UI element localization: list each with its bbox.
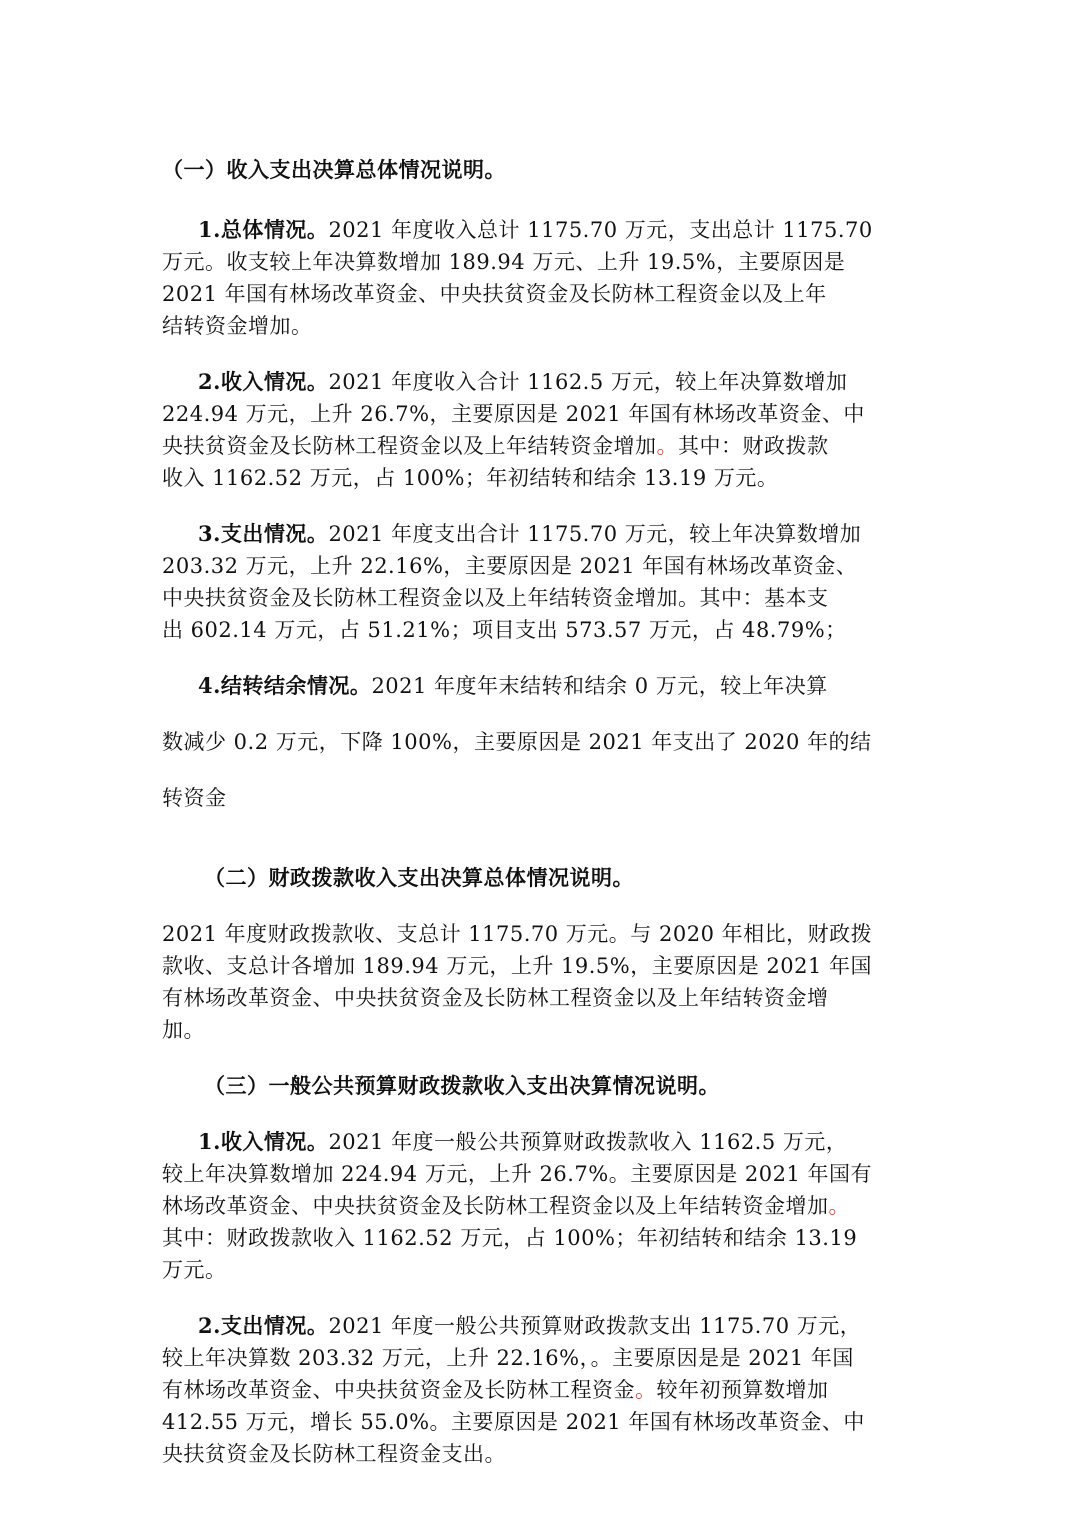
s1-p2-line-3: 央扶贫资金及长防林工程资金以及上年结转资金增加。其中：财政拨款 <box>162 434 829 458</box>
s1-p3-line-4: 出 602.14 万元，占 51.21%；项目支出 573.57 万元，占 48.79%； <box>162 618 847 642</box>
red-period-mark: 。 <box>635 1378 657 1402</box>
s1-p4-line-3: 转资金 <box>162 786 227 810</box>
s1-p2-line-4: 收入 1162.52 万元，占 100%；年初结转和结余 13.19 万元。 <box>162 466 779 490</box>
s1-p2-line-2: 224.94 万元，上升 26.7%，主要原因是 2021 年国有林场改革资金、中 <box>162 402 865 426</box>
section-2-heading: （二）财政拨款收入支出决算总体情况说明。 <box>204 865 634 890</box>
s1-p3-line-2: 203.32 万元，上升 22.16%，主要原因是 2021 年国有林场改革资金、 <box>162 554 858 578</box>
section-3-heading: （三）一般公共预算财政拨款收入支出决算情况说明。 <box>204 1073 720 1098</box>
s2-line-2: 款收、支总计各增加 189.94 万元，上升 19.5%，主要原因是 2021 年国 <box>162 954 873 978</box>
s3-p2-line-2: 较上年决算数 203.32 万元，上升 22.16%，。主要原因是是 2021 年国 <box>162 1346 854 1370</box>
s3-p2-line-4: 412.55 万元，增长 55.0%。主要原因是 2021 年国有林场改革资金、中 <box>162 1410 865 1434</box>
s1-p4-line-2: 数减少 0.2 万元，下降 100%，主要原因是 2021 年支出了 2020 年的结 <box>162 730 872 754</box>
s3-p1-line-4: 其中：财政拨款收入 1162.52 万元，占 100%；年初结转和结余 13.19 <box>162 1226 858 1250</box>
s1-p2-line-1: 2.收入情况。2021 年度收入合计 1162.5 万元，较上年决算数增加 <box>198 369 848 394</box>
s1-p3-lead: 3.支出情况。 <box>198 521 329 546</box>
s1-p1-line-3: 2021 年国有林场改革资金、中央扶贫资金及长防林工程资金以及上年 <box>162 282 827 306</box>
red-period-mark: 。 <box>656 434 678 458</box>
s3-p1-line-5: 万元。 <box>162 1258 227 1282</box>
s1-p3-line-3: 中央扶贫资金及长防林工程资金以及上年结转资金增加。其中：基本支 <box>162 586 829 610</box>
s3-p1-line-1: 1.收入情况。2021 年度一般公共预算财政拨款收入 1162.5 万元， <box>198 1129 848 1154</box>
s3-p1-line-2: 较上年决算数增加 224.94 万元，上升 26.7%。主要原因是 2021 年国有 <box>162 1162 873 1186</box>
s2-line-4: 加。 <box>162 1018 205 1042</box>
s3-p2-lead: 2.支出情况。 <box>198 1313 329 1338</box>
s2-line-3: 有林场改革资金、中央扶贫资金及长防林工程资金以及上年结转资金增 <box>162 986 829 1010</box>
s3-p2-line-3: 有林场改革资金、中央扶贫资金及长防林工程资金。较年初预算数增加 <box>162 1378 829 1402</box>
s1-p1-line-1: 1.总体情况。2021 年度收入总计 1175.70 万元，支出总计 1175.70 <box>198 217 873 242</box>
s3-p1-line-3: 林场改革资金、中央扶贫资金及长防林工程资金以及上年结转资金增加。 <box>162 1194 850 1218</box>
s1-p1-line-2: 万元。收支较上年决算数增加 189.94 万元、上升 19.5%，主要原因是 <box>162 250 846 274</box>
section-1-heading: （一）收入支出决算总体情况说明。 <box>162 157 506 182</box>
s1-p2-lead: 2.收入情况。 <box>198 369 329 394</box>
s1-p4-lead: 4.结转结余情况。 <box>198 673 372 698</box>
s3-p2-line-5: 央扶贫资金及长防林工程资金支出。 <box>162 1442 506 1466</box>
s3-p1-lead: 1.收入情况。 <box>198 1129 329 1154</box>
s1-p1-lead: 1.总体情况。 <box>198 217 329 242</box>
s1-p3-line-1: 3.支出情况。2021 年度支出合计 1175.70 万元，较上年决算数增加 <box>198 521 862 546</box>
s2-line-1: 2021 年度财政拨款收、支总计 1175.70 万元。与 2020 年相比，财政拨 <box>162 922 873 946</box>
s1-p4-line-1: 4.结转结余情况。2021 年度年末结转和结余 0 万元，较上年决算 <box>198 673 828 698</box>
s3-p2-line-1: 2.支出情况。2021 年度一般公共预算财政拨款支出 1175.70 万元， <box>198 1313 862 1338</box>
red-period-mark: 。 <box>828 1194 850 1218</box>
s1-p1-line-4: 结转资金增加。 <box>162 314 313 338</box>
